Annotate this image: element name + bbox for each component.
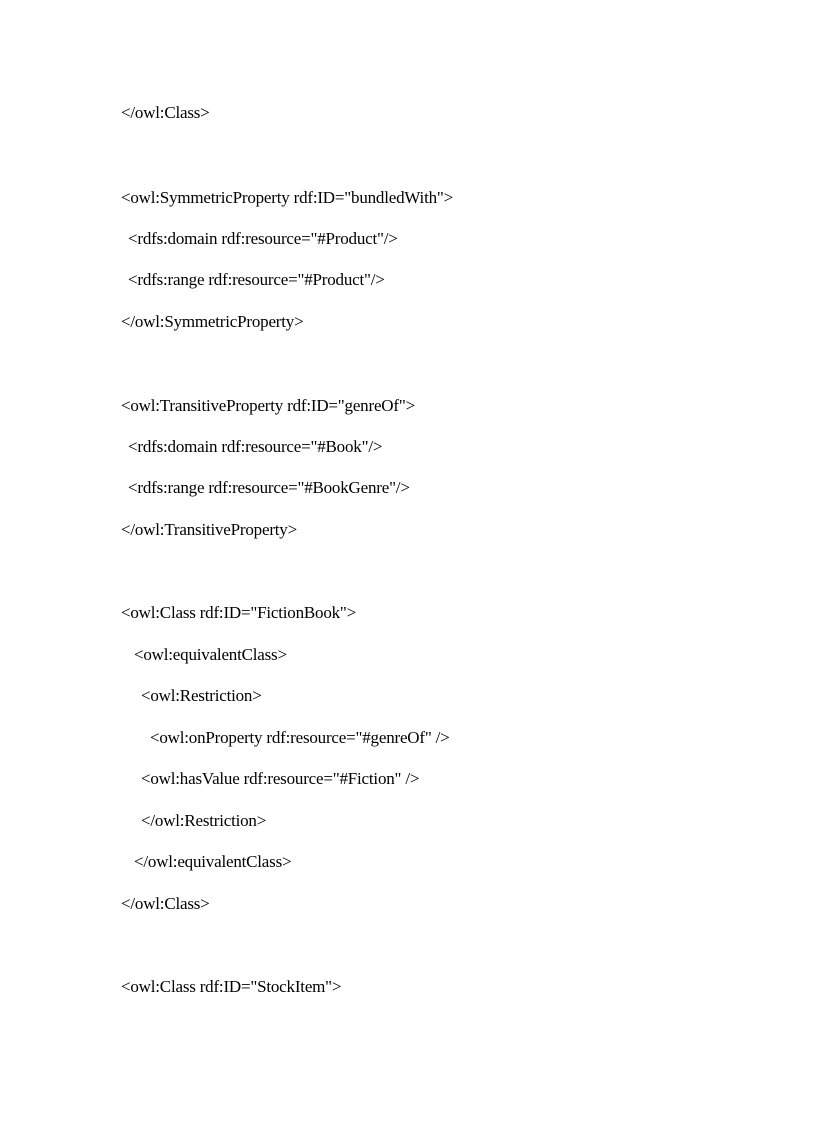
code-line: <owl:TransitiveProperty rdf:ID="genreOf"> bbox=[121, 396, 415, 415]
code-line: </owl:equivalentClass> bbox=[134, 852, 292, 871]
code-line: </owl:Class> bbox=[121, 103, 210, 122]
code-line: <rdfs:range rdf:resource="#Product"/> bbox=[128, 270, 385, 289]
code-line: </owl:Restriction> bbox=[141, 811, 267, 830]
code-line: <rdfs:range rdf:resource="#BookGenre"/> bbox=[128, 478, 410, 497]
code-line: <owl:Restriction> bbox=[141, 686, 262, 705]
code-line: </owl:Class> bbox=[121, 894, 210, 913]
code-line: <owl:onProperty rdf:resource="#genreOf" /> bbox=[150, 728, 450, 747]
code-line: <rdfs:domain rdf:resource="#Product"/> bbox=[128, 229, 398, 248]
code-line: <rdfs:domain rdf:resource="#Book"/> bbox=[128, 437, 383, 456]
code-line: <owl:hasValue rdf:resource="#Fiction" /> bbox=[141, 769, 420, 788]
code-line: <owl:equivalentClass> bbox=[134, 645, 287, 664]
code-line: <owl:SymmetricProperty rdf:ID="bundledWith"> bbox=[121, 188, 454, 207]
code-line: <owl:Class rdf:ID="StockItem"> bbox=[121, 977, 342, 996]
code-line: </owl:SymmetricProperty> bbox=[121, 312, 304, 331]
code-line: <owl:Class rdf:ID="FictionBook"> bbox=[121, 603, 357, 622]
code-line: </owl:TransitiveProperty> bbox=[121, 520, 297, 539]
